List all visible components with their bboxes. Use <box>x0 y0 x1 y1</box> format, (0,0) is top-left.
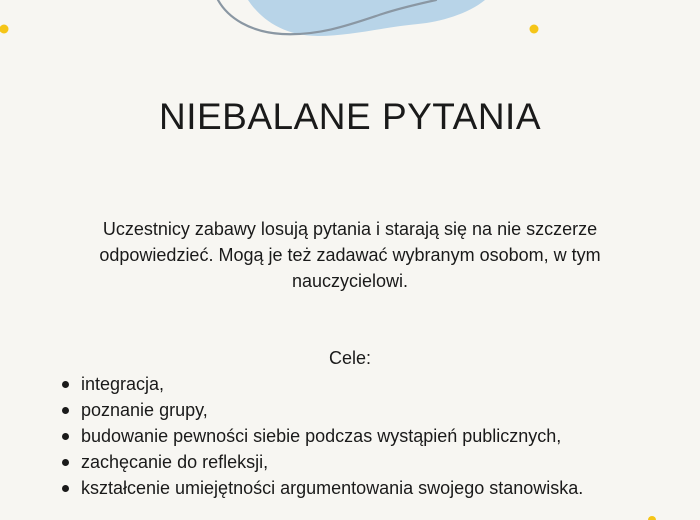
curved-line-shape <box>218 0 436 34</box>
goal-item-integration <box>81 371 583 397</box>
goal-item-label: budowanie pewności siebie podczas wystąpień publicznych, <box>81 426 562 446</box>
yellow-dot-left <box>0 25 9 34</box>
bullet-icon <box>62 485 69 492</box>
goal-item-label: zachęcanie do refleksji, <box>81 452 269 472</box>
goals-list <box>81 371 583 501</box>
goal-item-group-knowledge <box>81 397 583 423</box>
goals-heading: Cele: <box>328 348 372 368</box>
description-text: Uczestnicy zabawy losują pytania i starają się na nie szczerze odpowiedzieć. Mogą je też zadawać wybranym osobom, w tym nauczycielowi. <box>99 219 601 291</box>
bullet-icon <box>62 407 69 414</box>
goal-item-reflection <box>81 449 583 475</box>
yellow-dot-right <box>530 25 539 34</box>
bullet-icon <box>62 381 69 388</box>
page-title: NIEBALANE PYTANIA <box>158 96 542 137</box>
blue-blob-shape <box>248 0 485 36</box>
goal-item-confidence <box>81 423 583 449</box>
bullet-icon <box>62 433 69 440</box>
goal-item-label: poznanie grupy, <box>81 400 208 420</box>
yellow-dot-bottom-right <box>648 516 656 520</box>
goal-item-label: integracja, <box>81 374 165 394</box>
goal-item-argumentation <box>81 475 583 501</box>
bullet-icon <box>62 459 69 466</box>
goal-item-label: kształcenie umiejętności argumentowania swojego stanowiska. <box>81 478 584 498</box>
